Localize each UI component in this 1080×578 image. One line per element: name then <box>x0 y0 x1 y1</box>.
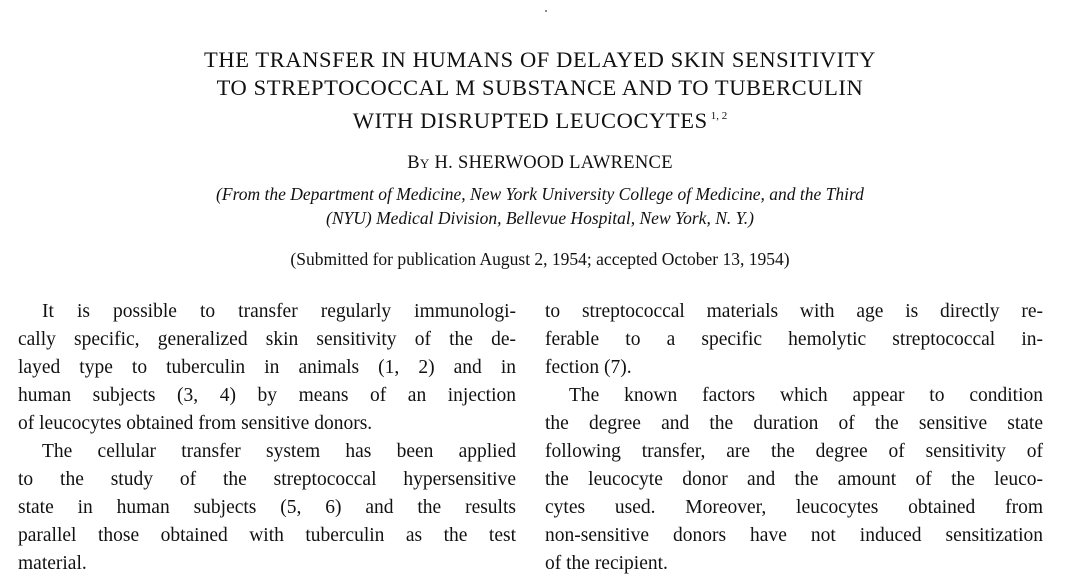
body-line: cytes used. Moreover, leucocytes obtained from <box>545 497 1043 518</box>
body-line: The known factors which appear to condition <box>569 385 1043 406</box>
body-line: layed type to tuberculin in animals (1, 2) and in <box>18 357 516 378</box>
body-line: to streptococcal materials with age is directly re- <box>545 301 1043 322</box>
body-column-right <box>545 298 1043 578</box>
body-line: to the study of the streptococcal hypersensitive <box>18 469 516 490</box>
body-line: human subjects (3, 4) by means of an injection <box>18 385 516 406</box>
body-line: parallel those obtained with tuberculin as the test <box>18 525 516 546</box>
affiliation <box>0 182 1080 230</box>
body-line: ferable to a specific hemolytic streptococcal in- <box>545 329 1043 350</box>
body-line: state in human subjects (5, 6) and the results <box>18 497 516 518</box>
title-line-3-text: WITH DISRUPTED LEUCOCYTES <box>352 108 708 133</box>
body-line: of leucocytes obtained from sensitive donors. <box>18 413 373 434</box>
body-line: It is possible to transfer regularly immunologi- <box>42 301 516 322</box>
title-line-1: THE TRANSFER IN HUMANS OF DELAYED SKIN SENSITIVITY <box>204 47 876 72</box>
body-line: fection (7). <box>545 357 632 378</box>
byline <box>0 152 1080 174</box>
body-line: non-sensitive donors have not induced sensitization <box>545 525 1043 546</box>
body-column-left <box>18 298 516 578</box>
body-line: cally specific, generalized skin sensitivity of the de- <box>18 329 516 350</box>
body-line: material. <box>18 553 87 574</box>
paper-title <box>0 46 1080 135</box>
byline-prefix: By <box>407 153 430 173</box>
submission-dates: (Submitted for publication August 2, 1954; accepted October 13, 1954) <box>290 249 790 269</box>
author-name: H. SHERWOOD LAWRENCE <box>434 153 673 173</box>
body-line: the leucocyte donor and the amount of the leuco- <box>545 469 1043 490</box>
title-line-2: TO STREPTOCOCCAL M SUBSTANCE AND TO TUBERCULIN <box>216 75 864 100</box>
title-line-3 <box>0 102 1080 135</box>
body-line: of the recipient. <box>545 553 668 574</box>
body-line: the degree and the duration of the sensitive state <box>545 413 1043 434</box>
body-line: The cellular transfer system has been applied <box>42 441 516 462</box>
affiliation-line-2: (NYU) Medical Division, Bellevue Hospital, New York, N. Y.) <box>326 208 754 228</box>
title-footnote-marks: 1, 2 <box>710 110 728 122</box>
affiliation-line-1: (From the Department of Medicine, New York University College of Medicine, and the Third <box>216 184 864 204</box>
body-line: following transfer, are the degree of sensitivity of <box>545 441 1043 462</box>
scan-speck <box>545 10 547 12</box>
